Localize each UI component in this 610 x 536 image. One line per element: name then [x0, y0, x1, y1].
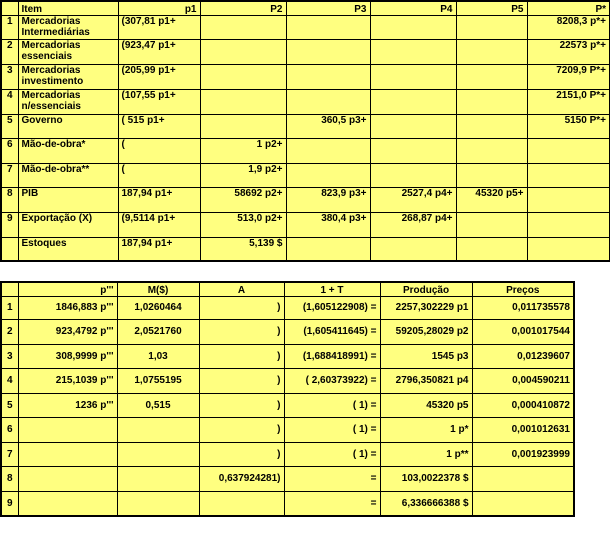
table-cell: [456, 212, 527, 237]
table-row: [1, 417, 574, 442]
table-cell: PIB: [18, 187, 118, 212]
table-cell: ): [199, 417, 284, 442]
table-cell: Governo: [18, 114, 118, 138]
table-cell: [286, 237, 370, 261]
table-cell: 1545 p3: [380, 344, 472, 368]
table-cell: 1,0755195: [117, 368, 199, 393]
table-cell: [456, 64, 527, 89]
table-cell: [527, 187, 610, 212]
table-cell: 45320 p5+: [456, 187, 527, 212]
row-number: 8: [1, 187, 18, 212]
column-header: Produção: [380, 282, 472, 296]
table-cell: 0,01239607: [472, 344, 574, 368]
table-cell: [117, 442, 199, 466]
table-cell: [527, 237, 610, 261]
table-cell: [286, 163, 370, 187]
table-cell: =: [284, 491, 380, 516]
table-cell: [18, 442, 117, 466]
row-number: 5: [1, 114, 18, 138]
table-cell: (307,81 p1+: [118, 15, 200, 39]
row-number: 9: [1, 491, 18, 516]
table-cell: [472, 466, 574, 491]
table-cell: [117, 466, 199, 491]
table-cell: 2,0521760: [117, 319, 199, 344]
table-cell: 187,94 p1+: [118, 187, 200, 212]
table-cell: 1 p2+: [200, 138, 286, 163]
table-cell: ( 1) =: [284, 442, 380, 466]
table-cell: [200, 89, 286, 114]
table-cell: (9,5114 p1+: [118, 212, 200, 237]
table-cell: 268,87 p4+: [370, 212, 456, 237]
column-header: p''': [18, 282, 117, 296]
table-cell: ( 2,60373922) =: [284, 368, 380, 393]
table-cell: 5,139 $: [200, 237, 286, 261]
table-cell: [527, 163, 610, 187]
table-cell: ): [199, 442, 284, 466]
column-header: [1, 1, 18, 15]
table-cell: 215,1039 p''': [18, 368, 117, 393]
table-cell: 2257,302229 p1: [380, 296, 472, 319]
column-header: P5: [456, 1, 527, 15]
column-header: Item: [18, 1, 118, 15]
table-row: [1, 393, 574, 417]
header-row: [1, 282, 574, 296]
table-row: [1, 64, 610, 89]
table-row: [1, 344, 574, 368]
row-number: 1: [1, 296, 18, 319]
table-row: [1, 491, 574, 516]
table-cell: 0,001923999: [472, 442, 574, 466]
table-cell: 1 p*: [380, 417, 472, 442]
table-cell: Exportação (X): [18, 212, 118, 237]
table-cell: [370, 163, 456, 187]
table-cell: [117, 417, 199, 442]
column-header: p1: [118, 1, 200, 15]
table-cell: 103,0022378 $: [380, 466, 472, 491]
column-header: A: [199, 282, 284, 296]
table-cell: 1,9 p2+: [200, 163, 286, 187]
column-header: [1, 282, 18, 296]
table-cell: 2527,4 p4+: [370, 187, 456, 212]
table-cell: [18, 466, 117, 491]
table-row: [1, 114, 610, 138]
table-cell: 513,0 p2+: [200, 212, 286, 237]
table-cell: [200, 64, 286, 89]
table-cell: [527, 212, 610, 237]
table-cell: (923,47 p1+: [118, 39, 200, 64]
table-cell: [286, 138, 370, 163]
table-cell: [286, 39, 370, 64]
table-cell: 1236 p''': [18, 393, 117, 417]
table-cell: Mercadorias investimento: [18, 64, 118, 89]
column-header: P4: [370, 1, 456, 15]
table-cell: 22573 p*+: [527, 39, 610, 64]
row-number: 4: [1, 368, 18, 393]
table-cell: 5150 P*+: [527, 114, 610, 138]
table-cell: [200, 39, 286, 64]
table-cell: 0,000410872: [472, 393, 574, 417]
table-cell: [200, 114, 286, 138]
table-cell: (1,688418991) =: [284, 344, 380, 368]
table-cell: [456, 237, 527, 261]
table-cell: Mão-de-obra*: [18, 138, 118, 163]
table-cell: 923,4792 p''': [18, 319, 117, 344]
table-cell: 308,9999 p''': [18, 344, 117, 368]
table-cell: [370, 138, 456, 163]
table-cell: ): [199, 319, 284, 344]
table-cell: [527, 138, 610, 163]
table-cell: [370, 237, 456, 261]
column-header: M($): [117, 282, 199, 296]
table-cell: Mercadorias essenciais: [18, 39, 118, 64]
row-number: 3: [1, 344, 18, 368]
table-row: [1, 89, 610, 114]
table-cell: 0,001017544: [472, 319, 574, 344]
table-cell: [472, 491, 574, 516]
table-cell: 1,0260464: [117, 296, 199, 319]
table-cell: [456, 89, 527, 114]
table-cell: ( 1) =: [284, 393, 380, 417]
row-number: 7: [1, 163, 18, 187]
table-cell: ( 1) =: [284, 417, 380, 442]
table-cell: [200, 15, 286, 39]
table-cell: [286, 64, 370, 89]
table-row: [1, 187, 610, 212]
table-row: [1, 368, 574, 393]
table-cell: [18, 417, 117, 442]
row-number: 2: [1, 319, 18, 344]
header-row: [1, 1, 610, 15]
table-cell: 1846,883 p''': [18, 296, 117, 319]
table-cell: [456, 163, 527, 187]
table-cell: [456, 114, 527, 138]
table-cell: [370, 15, 456, 39]
table-cell: [370, 114, 456, 138]
row-number: 6: [1, 417, 18, 442]
table-cell: Mão-de-obra**: [18, 163, 118, 187]
column-header: Preços: [472, 282, 574, 296]
table-cell: [18, 491, 117, 516]
table-cell: [456, 39, 527, 64]
table-cell: 0,515: [117, 393, 199, 417]
table-cell: 2151,0 P*+: [527, 89, 610, 114]
table-cell: [370, 39, 456, 64]
table-cell: ): [199, 393, 284, 417]
table-cell: 0,637924281): [199, 466, 284, 491]
table-cell: (1,605122908) =: [284, 296, 380, 319]
table-row: [1, 319, 574, 344]
table-cell: [370, 89, 456, 114]
table-row: [1, 296, 574, 319]
table-row: [1, 39, 610, 64]
table-row: [1, 237, 610, 261]
table-cell: 6,336666388 $: [380, 491, 472, 516]
table-cell: 0,001012631: [472, 417, 574, 442]
table-cell: 0,004590211: [472, 368, 574, 393]
table-cell: Estoques: [18, 237, 118, 261]
table-cell: ): [199, 344, 284, 368]
row-number: 3: [1, 64, 18, 89]
table-cell: 2796,350821 p4: [380, 368, 472, 393]
table-cell: ): [199, 296, 284, 319]
row-number: 6: [1, 138, 18, 163]
table-cell: 7209,9 P*+: [527, 64, 610, 89]
table-cell: [286, 89, 370, 114]
column-header: P3: [286, 1, 370, 15]
column-header: P2: [200, 1, 286, 15]
table-cell: 823,9 p3+: [286, 187, 370, 212]
table-cell: (: [118, 138, 200, 163]
input-output-table: [0, 0, 610, 262]
column-header: 1 + T: [284, 282, 380, 296]
table-cell: [456, 138, 527, 163]
table-cell: 8208,3 p*+: [527, 15, 610, 39]
table-row: [1, 138, 610, 163]
table-row: [1, 212, 610, 237]
table-cell: ): [199, 368, 284, 393]
table-cell: Mercadorias Intermediárias: [18, 15, 118, 39]
table-cell: (205,99 p1+: [118, 64, 200, 89]
price-calculation-table: [0, 281, 575, 517]
table-cell: 1,03: [117, 344, 199, 368]
row-number: 9: [1, 212, 18, 237]
table-cell: 187,94 p1+: [118, 237, 200, 261]
row-number: 2: [1, 39, 18, 64]
table-cell: =: [284, 466, 380, 491]
row-number: [1, 237, 18, 261]
row-number: 1: [1, 15, 18, 39]
table-cell: Mercadorias n/essenciais: [18, 89, 118, 114]
table-row: [1, 15, 610, 39]
table-cell: (1,605411645) =: [284, 319, 380, 344]
column-header: P*: [527, 1, 610, 15]
row-number: 4: [1, 89, 18, 114]
table-row: [1, 442, 574, 466]
table-cell: 380,4 p3+: [286, 212, 370, 237]
table-cell: ( 515 p1+: [118, 114, 200, 138]
table-cell: 45320 p5: [380, 393, 472, 417]
table-cell: 1 p**: [380, 442, 472, 466]
row-number: 5: [1, 393, 18, 417]
row-number: 7: [1, 442, 18, 466]
table-cell: (107,55 p1+: [118, 89, 200, 114]
table-cell: [286, 15, 370, 39]
table-cell: [456, 15, 527, 39]
table-cell: 360,5 p3+: [286, 114, 370, 138]
table-cell: 0,011735578: [472, 296, 574, 319]
table-cell: 59205,28029 p2: [380, 319, 472, 344]
table-cell: (: [118, 163, 200, 187]
table-row: [1, 163, 610, 187]
table-cell: 58692 p2+: [200, 187, 286, 212]
table-cell: [370, 64, 456, 89]
table-row: [1, 466, 574, 491]
row-number: 8: [1, 466, 18, 491]
table-cell: [117, 491, 199, 516]
table-cell: [199, 491, 284, 516]
